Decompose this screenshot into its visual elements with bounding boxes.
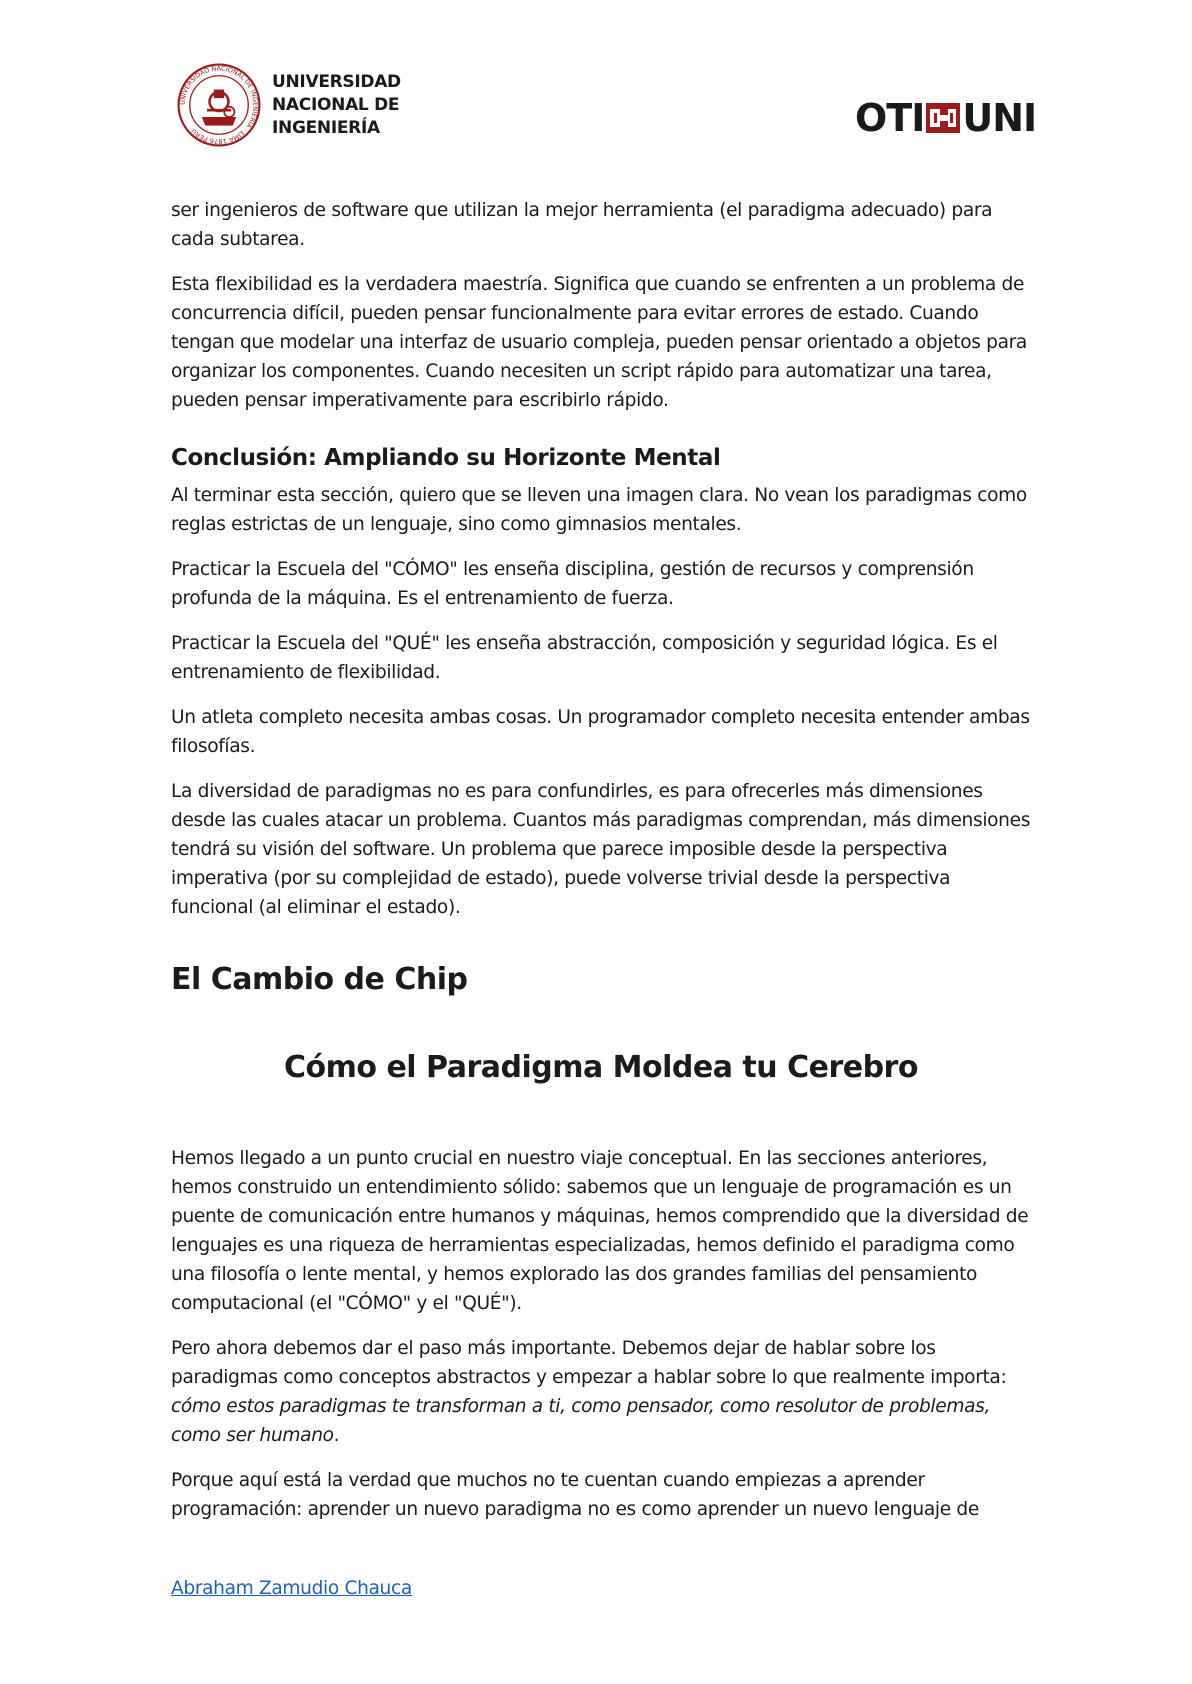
paragraph: ser ingenieros de software que utilizan la mejor herramienta (el paradigma adecuado) para cada subtarea. bbox=[171, 200, 993, 250]
oti-mark-icon bbox=[926, 101, 960, 135]
uni-name-line-2: NACIONAL DE bbox=[272, 94, 400, 115]
oti-logo-left: OTI bbox=[855, 96, 925, 140]
oti-uni-logo bbox=[855, 98, 1036, 138]
paragraph: Practicar la Escuela del "CÓMO" les enseña disciplina, gestión de recursos y comprensión profunda de la máquina. Es el entrenamiento de fuerza. bbox=[171, 559, 974, 609]
paragraph bbox=[171, 1334, 1031, 1450]
uni-name bbox=[272, 71, 401, 140]
chapter-subtitle: Cómo el Paradigma Moldea tu Cerebro bbox=[284, 1050, 918, 1085]
section-heading-conclusion: Conclusión: Ampliando su Horizonte Mental bbox=[171, 445, 721, 471]
paragraph: Porque aquí está la verdad que muchos no te cuentan cuando empiezas a aprender programación: aprender un nuevo paradigma no es como aprender un nuevo lenguaje de bbox=[171, 1470, 979, 1520]
uni-name-line-3: INGENIERÍA bbox=[272, 117, 380, 138]
paragraph: Esta flexibilidad es la verdadera maestría. Significa que cuando se enfrenten a un problema de concurrencia difícil, pueden pensar funcionalmente para evitar errores de estado. Cuando tengan que modelar una interfaz de usuario compleja, pueden pensar orientado a objetos para organizar los componentes. Cuando necesiten un script rápido para automatizar una tarea, pueden pensar imperativamente para escribirlo rápido. bbox=[171, 274, 1027, 411]
page-header bbox=[0, 0, 1192, 170]
author-link[interactable]: Abraham Zamudio Chauca bbox=[171, 1578, 412, 1599]
document-body bbox=[171, 196, 1031, 1540]
uni-logo bbox=[176, 62, 401, 148]
paragraph-emphasis: cómo estos paradigmas te transforman a ti, como pensador, como resolutor de problemas, como ser humano bbox=[171, 1396, 991, 1446]
oti-logo-right: UNI bbox=[962, 96, 1037, 140]
paragraph-text: Pero ahora debemos dar el paso más importante. Debemos dejar de hablar sobre los paradigmas como conceptos abstractos y empezar a hablar sobre lo que realmente importa: bbox=[171, 1338, 1007, 1388]
paragraph: La diversidad de paradigmas no es para confundirles, es para ofrecerles más dimensiones desde las cuales atacar un problema. Cuantos más paradigmas comprendan, más dimensiones tendrá su visión del software. Un problema que parece imposible desde la perspectiva imperativa (por su complejidad de estado), puede volverse trivial desde la perspectiva funcional (al eliminar el estado). bbox=[171, 781, 1031, 918]
paragraph: Al terminar esta sección, quiero que se lleven una imagen clara. No vean los paradigmas como reglas estrictas de un lenguaje, sino como gimnasios mentales. bbox=[171, 485, 1027, 535]
paragraph: Un atleta completo necesita ambas cosas. Un programador completo necesita entender ambas filosofías. bbox=[171, 707, 1030, 757]
paragraph: Hemos llegado a un punto crucial en nuestro viaje conceptual. En las secciones anteriores, hemos construido un entendimiento sólido: sabemos que un lenguaje de programación es un puente de comunicación entre humanos y máquinas, hemos comprendido que la diversidad de lenguajes es una riqueza de herramientas especializadas, hemos definido el paradigma como una filosofía o lente mental, y hemos explorado las dos grandes familias del pensamiento computacional (el "CÓMO" y el "QUÉ"). bbox=[171, 1148, 1029, 1314]
uni-seal-icon bbox=[176, 62, 262, 148]
seal-text: UNIVERSIDAD NACIONAL DE INGENIERIA · LIMA 1876 PERU bbox=[178, 64, 260, 146]
paragraph: Practicar la Escuela del "QUÉ" les enseña abstracción, composición y seguridad lógica. Es el entrenamiento de flexibilidad. bbox=[171, 633, 998, 683]
chapter-heading: El Cambio de Chip bbox=[171, 962, 468, 997]
uni-name-line-1: UNIVERSIDAD bbox=[272, 71, 401, 92]
paragraph-end: . bbox=[333, 1425, 340, 1446]
